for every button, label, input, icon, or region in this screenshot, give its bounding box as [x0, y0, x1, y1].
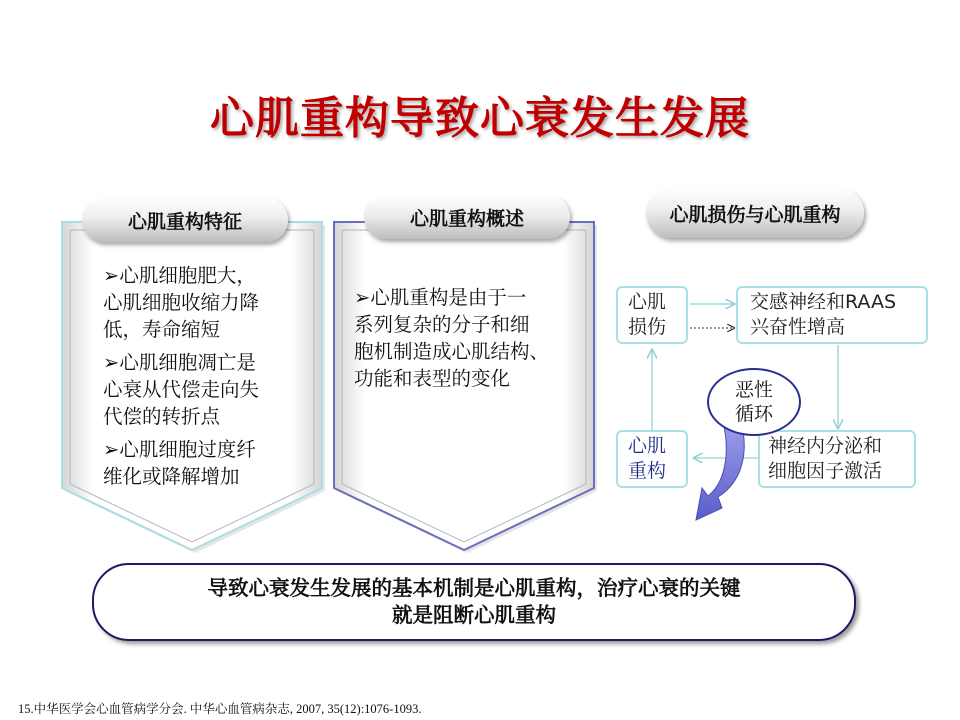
overview-text: ➢心肌重构是由于一 系列复杂的分子和细 胞机制造成心肌结构、 功能和表型的变化	[354, 286, 550, 390]
box-neuroendocrine: 神经内分泌和 细胞因子激活	[758, 430, 916, 488]
features-list	[103, 262, 313, 496]
list-item: ➢心肌细胞肥大， 心肌细胞收缩力降 低，寿命缩短	[103, 264, 260, 341]
list-item: ➢心肌细胞凋亡是 心衰从代偿走向失 代偿的转折点	[103, 351, 260, 428]
list-item: ➢心肌细胞过度纤 维化或降解增加	[103, 438, 256, 488]
diagram-header-label: 心肌损伤与心肌重构	[669, 203, 841, 226]
box-sympathetic-raas: 交感神经和RAAS 兴奋性增高	[736, 286, 928, 344]
panel-header-overview	[364, 195, 570, 239]
conclusion-line-2: 就是阻断心肌重构	[392, 603, 556, 627]
vicious-cycle-label: 恶性 循环	[707, 368, 801, 436]
slide-title: 心肌重构导致心衰发生发展	[210, 93, 750, 144]
box-myocardial-remodeling: 心肌 重构	[616, 430, 688, 488]
diagram-header	[646, 188, 864, 238]
conclusion-banner	[92, 563, 856, 641]
reference-footnote: 15.中华医学会心血管病学分会. 中华心血管病杂志, 2007, 35(12):1076-1093.	[18, 702, 422, 716]
panel-header-features	[82, 198, 288, 242]
panel-header-features-label: 心肌重构特征	[127, 210, 242, 233]
conclusion-line-1: 导致心衰发生发展的基本机制是心肌重构，治疗心衰的关键	[207, 576, 741, 600]
box-myocardial-injury: 心肌 损伤	[616, 286, 688, 344]
panel-header-overview-label: 心肌重构概述	[409, 207, 524, 230]
